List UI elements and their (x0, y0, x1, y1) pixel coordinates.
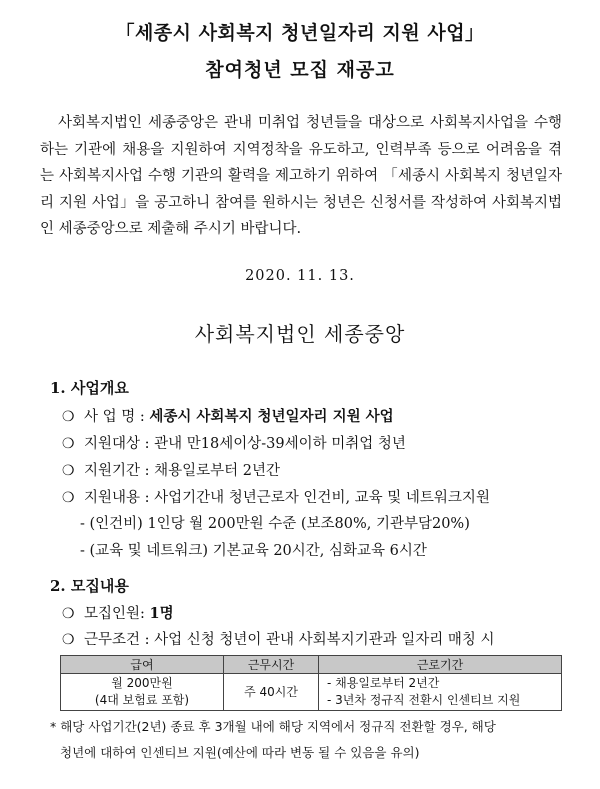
circle-bullet-icon: ❍ (62, 632, 75, 648)
support-detail-labor-cost: - (인건비) 1인당 월 200만원 수준 (보조80%, 기관부담20%) (80, 516, 470, 532)
section1-heading: 1. 사업개요 (50, 379, 129, 397)
header-pay: 급여 (61, 656, 224, 674)
overview-item-project-name (62, 405, 394, 426)
pay-note: (4대 보험료 포함) (94, 693, 190, 707)
footnote-line2: 청년에 대하여 인센티브 지원(예산에 따라 변동 될 수 있음을 유의) (60, 745, 420, 760)
footnote-line1: * 해당 사업기간(2년) 종료 후 3개월 내에 해당 지역에서 정규직 전환할 경우, 해당 (50, 719, 496, 734)
recruit-item-conditions (62, 628, 495, 649)
notice-subtitle: 참여청년 모집 재공고 (205, 59, 395, 81)
item-separator: : (135, 409, 150, 425)
header-hours: 근무시간 (224, 656, 319, 674)
overview-item-support (62, 486, 490, 507)
item-separator: : (140, 436, 155, 452)
item-label: 지원기간 (84, 463, 141, 479)
item-value: 세종시 사회복지 청년일자리 지원 사업 (149, 408, 394, 425)
conditions-table (60, 655, 562, 711)
overview-item-period (62, 459, 280, 480)
item-separator: : (140, 463, 155, 479)
circle-bullet-icon: ❍ (62, 490, 75, 506)
circle-bullet-icon: ❍ (62, 409, 75, 425)
overview-item-target (62, 432, 406, 453)
item-label: 근무조건 (84, 632, 141, 648)
intro-paragraph: 사회복지법인 세종중앙은 관내 미취업 청년들을 대상으로 사회복지사업을 수행하는 기관에 채용을 지원하여 지역정착을 유도하고, 인력부족 등으로 어려움을 겪는 사회복지사업 수행 기관의 활력을 제고하기 위하여 「세종시 사회복지 청년일자리 지원 사업」을 공고하니 참여를 원하시는 청년은 신청서를 작성하여 사회복지법인 세종중앙으로 제출해 주시기 바랍니다. (40, 115, 562, 237)
table-row (61, 674, 562, 711)
notice-title: 「세종시 사회복지 청년일자리 지원 사업」 (115, 22, 485, 44)
notice-date: 2020. 11. 13. (245, 268, 355, 284)
item-separator: : (140, 632, 155, 648)
recruit-item-headcount (62, 602, 174, 623)
item-value: 채용일로부터 2년간 (154, 463, 281, 479)
item-value: 관내 만18세이상-39세이하 미취업 청년 (154, 436, 406, 452)
support-detail-education: - (교육 및 네트워크) 기본교육 20시간, 심화교육 6시간 (80, 543, 427, 559)
cell-pay (61, 674, 224, 711)
item-separator: : (140, 490, 155, 506)
item-label: 지원대상 (84, 436, 141, 452)
item-value: 1명 (149, 605, 174, 622)
item-separator: : (140, 606, 150, 622)
circle-bullet-icon: ❍ (62, 436, 75, 452)
item-label: 모집인원 (84, 606, 141, 622)
circle-bullet-icon: ❍ (62, 606, 75, 622)
organization-name: 사회복지법인 세종중앙 (194, 322, 406, 346)
period-line: - 채용일로부터 2년간 (327, 676, 440, 690)
section2-heading: 2. 모집내용 (50, 577, 129, 595)
period-line: - 3년차 정규직 전환시 인센티브 지원 (327, 693, 521, 707)
pay-amount: 월 200만원 (111, 676, 173, 690)
cell-period (319, 674, 562, 711)
item-label: 사 업 명 (84, 409, 136, 425)
item-value: 사업기간내 청년근로자 인건비, 교육 및 네트워크지원 (154, 490, 490, 506)
header-period: 근로기간 (319, 656, 562, 674)
item-label: 지원내용 (84, 490, 141, 506)
table-header-row (61, 656, 562, 674)
item-value: 사업 신청 청년이 관내 사회복지기관과 일자리 매칭 시 (154, 632, 495, 648)
circle-bullet-icon: ❍ (62, 463, 75, 479)
cell-hours: 주 40시간 (224, 674, 319, 711)
